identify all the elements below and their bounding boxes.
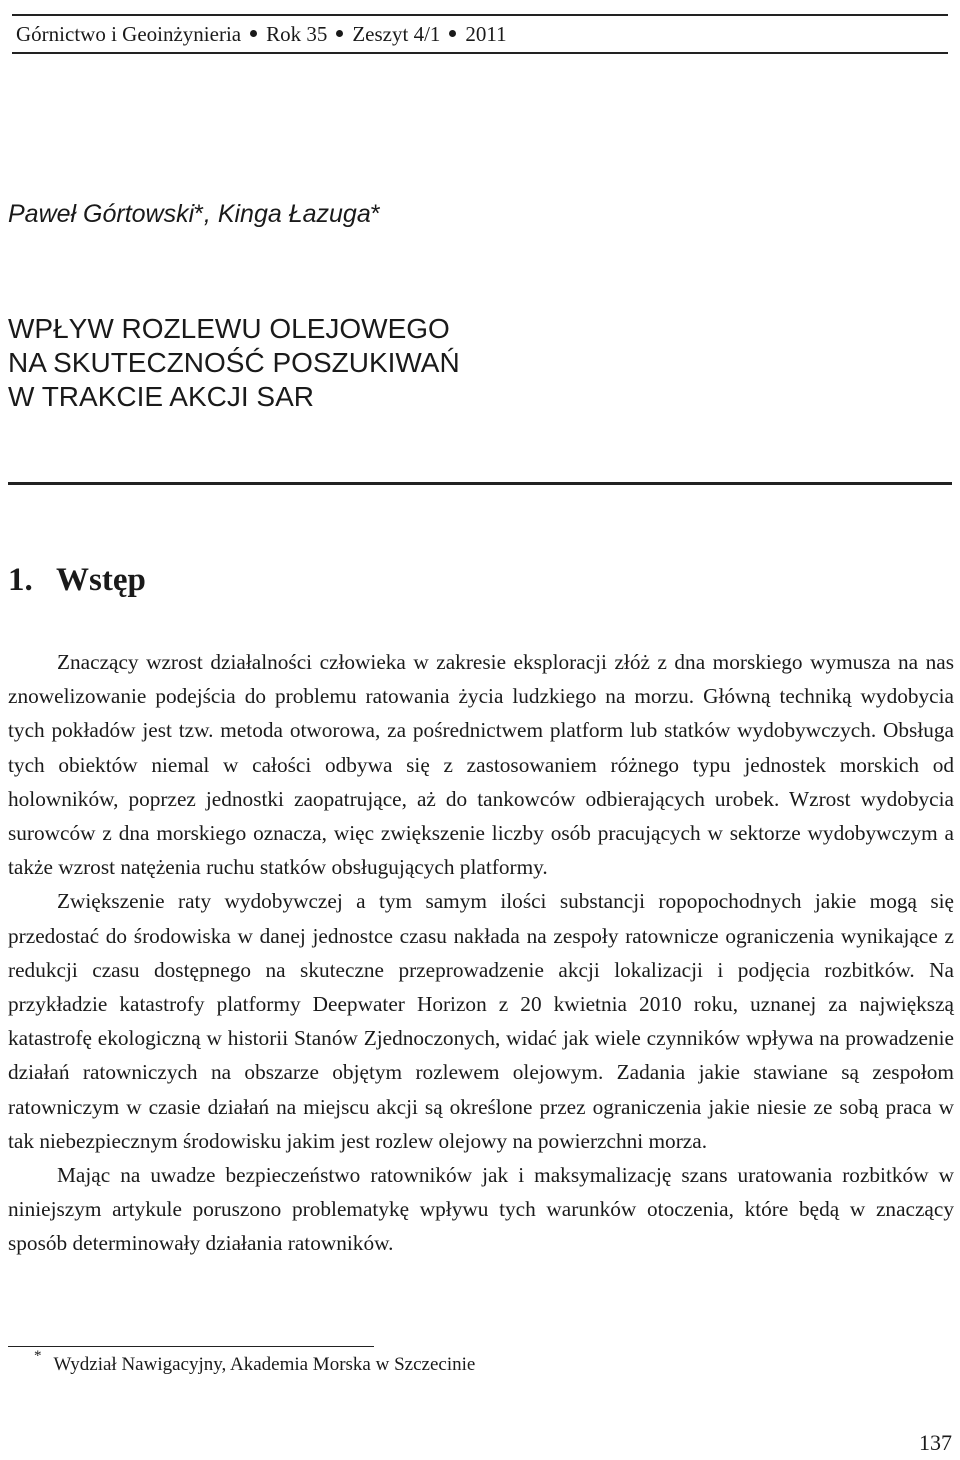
affiliation-mark: * [194, 200, 204, 228]
author-separator: , [203, 200, 218, 228]
paragraph: Znaczący wzrost działalności człowieka w zakresie eksploracji złóż z dna morskiego wymusza na nas znowelizowanie podejścia do problemu ratowania życia ludzkiego na morzu. Główną techniką wydobycia tych pokładów jest tzw. metoda otworowa, za pośrednictwem platform lub statków wydobywczych. Obsługa tych obiektów niemal w całości odbywa się z zastosowaniem różnego typu jednostek morskich od holowników, poprzez jednostki zaopatrujące, aż do tankowców odbierających urobek. Wzrost wydobycia surowców z dna morskiego oznacza, więc zwiększenie liczby osób pracujących w sektorze wydobywczym a także wzrost natężenia ruchu statków obsługujących platformy. [8, 650, 954, 880]
journal-header [12, 14, 948, 54]
bullet-icon [449, 30, 456, 37]
affiliation-mark: * [370, 200, 381, 228]
journal-volume: Rok 35 [266, 21, 328, 46]
author-name: Kinga Łazuga [217, 200, 371, 228]
author-line [8, 200, 380, 229]
body-text [8, 645, 954, 1261]
section-title: Wstęp [56, 562, 146, 598]
section-heading [8, 562, 146, 599]
title-divider [8, 482, 952, 485]
bullet-icon [336, 30, 343, 37]
journal-name: Górnictwo i Geoinżynieria [16, 21, 242, 46]
bullet-icon [250, 30, 257, 37]
title-line: NA SKUTECZNOŚĆ POSZUKIWAŃ [8, 347, 460, 378]
page-number: 137 [919, 1430, 952, 1455]
section-number: 1. [8, 562, 33, 598]
paragraph: Zwiększenie raty wydobywczej a tym samym ilości substancji ropopochodnych jakie mogą się przedostać do środowiska w danej jednostce czasu nakłada na zespoły ratownicze ograniczenia wynikające z redukcji czasu dostępnego na skuteczne przeprowadzenie akcji lokalizacji i podjęcia rozbitków. Na przykładzie katastrofy platformy Deepwater Horizon z 20 kwietnia 2010 roku, uznanej za największą katastrofę ekologiczną w historii Stanów Zjednoczonych, widać jak wiele czynników wpływa na prowadzenie działań ratowniczych na obszarze objętym rozlewem olejowym. Zadania jakie stawiane są zespołom ratowniczym w czasie działań na miejscu akcji są określone przez ograniczenia jakie niesie ze sobą praca w tak niebezpiecznym środowisku jakim jest rozlew olejowy na powierzchni morza. [8, 889, 954, 1153]
article-title [8, 312, 460, 414]
footnote-text: Wydział Nawigacyjny, Akademia Morska w Szczecinie [53, 1354, 476, 1375]
paragraph: Mając na uwadze bezpieczeństwo ratowników jak i maksymalizację szans uratowania rozbitków w niniejszym artykule poruszono problematykę wpływu tych warunków otoczenia, które będą w znaczący sposób determinowały działania ratowników. [8, 1163, 954, 1256]
footnote-divider [8, 1346, 374, 1347]
title-line: W TRAKCIE AKCJI SAR [8, 381, 314, 412]
title-line: WPŁYW ROZLEWU OLEJOWEGO [8, 313, 450, 344]
journal-issue: Zeszyt 4/1 [352, 21, 441, 46]
footnote-mark: * [34, 1348, 42, 1364]
journal-year: 2011 [465, 21, 507, 46]
footnote [34, 1348, 476, 1376]
author-name: Paweł Górtowski [8, 200, 195, 228]
